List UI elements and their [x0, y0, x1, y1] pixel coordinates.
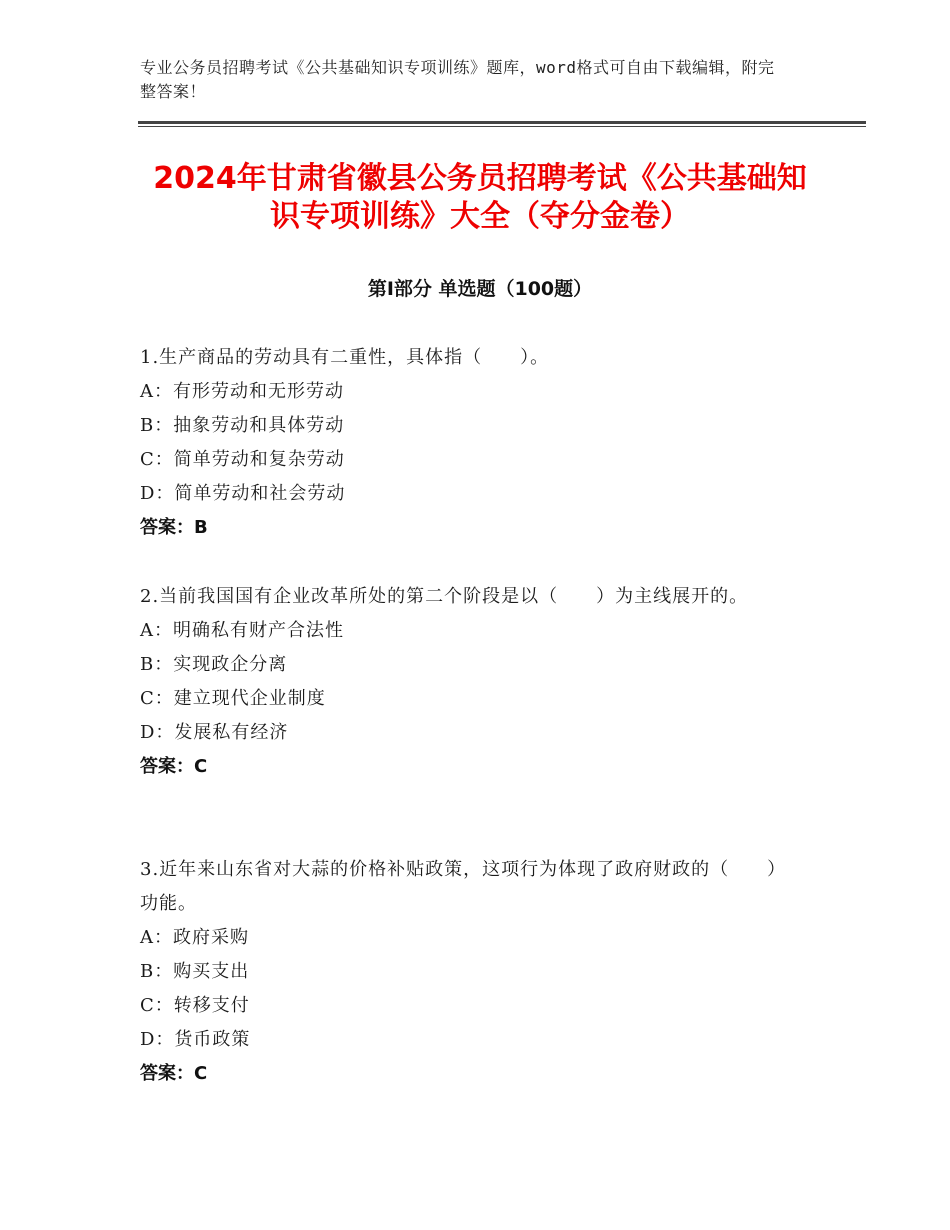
option-a: A：明确私有财产合法性	[140, 620, 344, 641]
answer-label: 答案：B	[140, 517, 208, 538]
header-divider-thin	[138, 126, 866, 127]
question-1	[140, 341, 800, 545]
option-d: D：货币政策	[140, 1029, 251, 1050]
question-stem: 1.生产商品的劳动具有二重性，具体指（ ）。	[140, 347, 550, 368]
header-note: 专业公务员招聘考试《公共基础知识专项训练》题库，word格式可自由下载编辑，附完整答案！	[140, 58, 775, 101]
section-title: 第Ⅰ部分 单选题（100题）	[367, 278, 593, 300]
question-3	[140, 853, 800, 1091]
header-divider-thick	[138, 121, 866, 124]
option-b: B：购买支出	[140, 961, 250, 982]
answer-label: 答案：C	[140, 756, 208, 777]
option-c: C：建立现代企业制度	[140, 688, 326, 709]
question-stem: 3.近年来山东省对大蒜的价格补贴政策，这项行为体现了政府财政的（ ）功能。	[140, 859, 787, 914]
option-d: D：简单劳动和社会劳动	[140, 483, 346, 504]
option-c: C：转移支付	[140, 995, 250, 1016]
option-d: D：发展私有经济	[140, 722, 289, 743]
option-b: B：实现政企分离	[140, 654, 288, 675]
answer-label: 答案：C	[140, 1063, 208, 1084]
question-stem: 2.当前我国国有企业改革所处的第二个阶段是以（ ）为主线展开的。	[140, 586, 749, 607]
question-2	[140, 580, 800, 784]
option-c: C：简单劳动和复杂劳动	[140, 449, 345, 470]
option-a: A：政府采购	[140, 927, 249, 948]
option-a: A：有形劳动和无形劳动	[140, 381, 344, 402]
document-title: 2024年甘肃省徽县公务员招聘考试《公共基础知识专项训练》大全（夺分金卷）	[153, 161, 807, 234]
option-b: B：抽象劳动和具体劳动	[140, 415, 345, 436]
